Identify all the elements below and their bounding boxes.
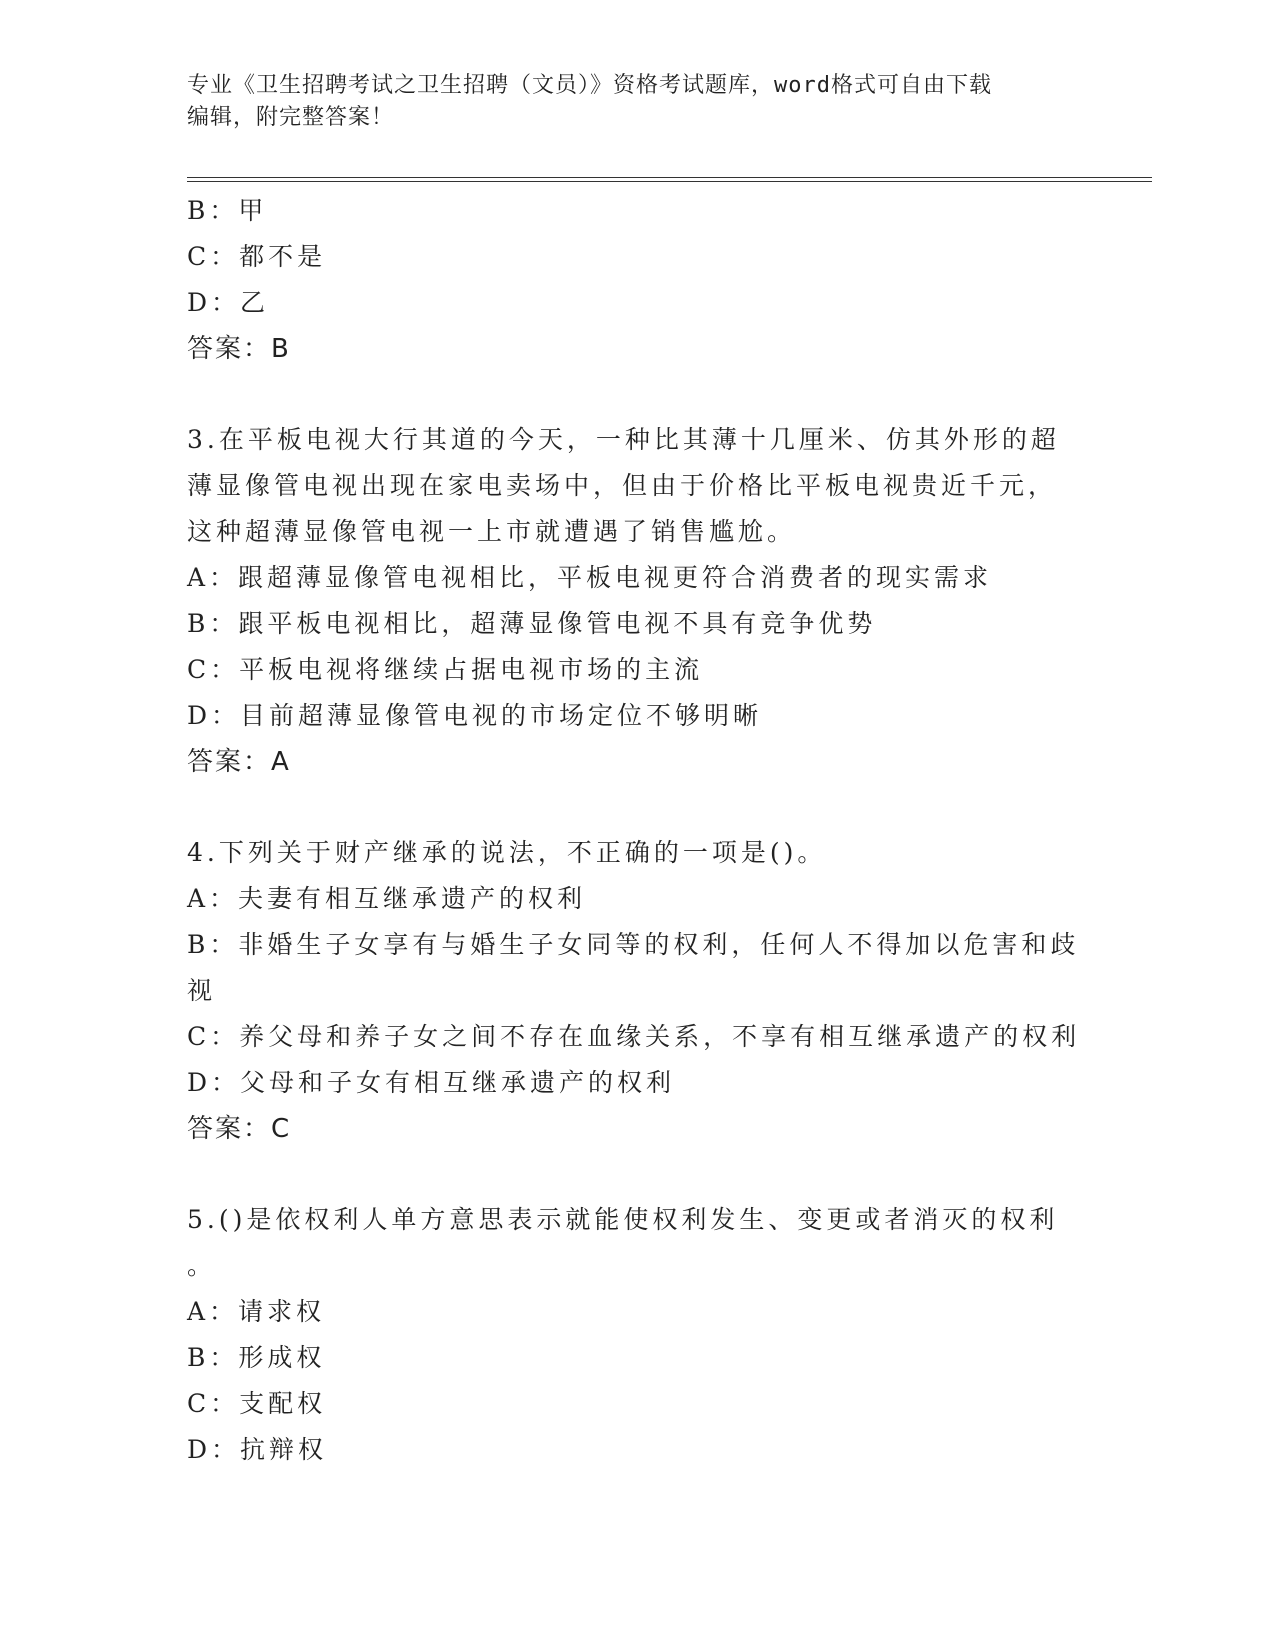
option-c: C：平板电视将继续占据电视市场的主流 xyxy=(187,655,704,684)
answer-line: 答案：C xyxy=(187,1114,292,1144)
question-stem: 这种超薄显像管电视一上市就遭遇了销售尴尬。 xyxy=(187,517,797,546)
question-stem-continued: 。 xyxy=(187,1251,217,1280)
question-stem: 4.下列关于财产继承的说法，不正确的一项是()。 xyxy=(187,838,827,867)
option-b: B：甲 xyxy=(187,196,268,225)
question-list xyxy=(187,188,1081,1473)
answer-line: 答案：B xyxy=(187,334,291,364)
option-d: D：抗辩权 xyxy=(187,1435,328,1464)
option-a: A：跟超薄显像管电视相比，平板电视更符合消费者的现实需求 xyxy=(187,563,993,592)
option-b-continued: 视 xyxy=(187,976,217,1005)
document-header xyxy=(187,70,1067,134)
option-c: C：都不是 xyxy=(187,242,327,271)
question-5 xyxy=(187,1197,1077,1473)
header-divider-top xyxy=(187,177,1152,178)
question-stem: 薄显像管电视出现在家电卖场中，但由于价格比平板电视贵近千元， xyxy=(187,471,1058,500)
question-stem: 5.()是依权利人单方意思表示就能使权利发生、变更或者消灭的权利 xyxy=(187,1205,1059,1234)
option-b: B：跟平板电视相比，超薄显像管电视不具有竞争优势 xyxy=(187,609,877,638)
option-a: A：夫妻有相互继承遗产的权利 xyxy=(187,884,587,913)
question-4 xyxy=(187,830,1081,1152)
option-d: D：父母和子女有相互继承遗产的权利 xyxy=(187,1068,676,1097)
question-2 xyxy=(187,188,1077,372)
header-line-2: 编辑，附完整答案！ xyxy=(187,105,395,130)
option-c: C：养父母和养子女之间不存在血缘关系，不享有相互继承遗产的权利 xyxy=(187,1022,1081,1051)
option-d: D：乙 xyxy=(187,288,270,317)
header-divider-bottom xyxy=(187,181,1152,182)
option-b: B：形成权 xyxy=(187,1343,326,1372)
question-3 xyxy=(187,417,1077,785)
question-stem: 3.在平板电视大行其道的今天，一种比其薄十几厘米、仿其外形的超 xyxy=(187,425,1060,454)
option-d: D：目前超薄显像管电视的市场定位不够明晰 xyxy=(187,701,763,730)
option-a: A：请求权 xyxy=(187,1297,326,1326)
answer-line: 答案：A xyxy=(187,747,291,777)
option-b: B：非婚生子女享有与婚生子女同等的权利，任何人不得加以危害和歧 xyxy=(187,930,1080,959)
header-line-1: 专业《卫生招聘考试之卫生招聘（文员）》资格考试题库，word格式可自由下载 xyxy=(187,73,992,98)
option-c: C：支配权 xyxy=(187,1389,327,1418)
